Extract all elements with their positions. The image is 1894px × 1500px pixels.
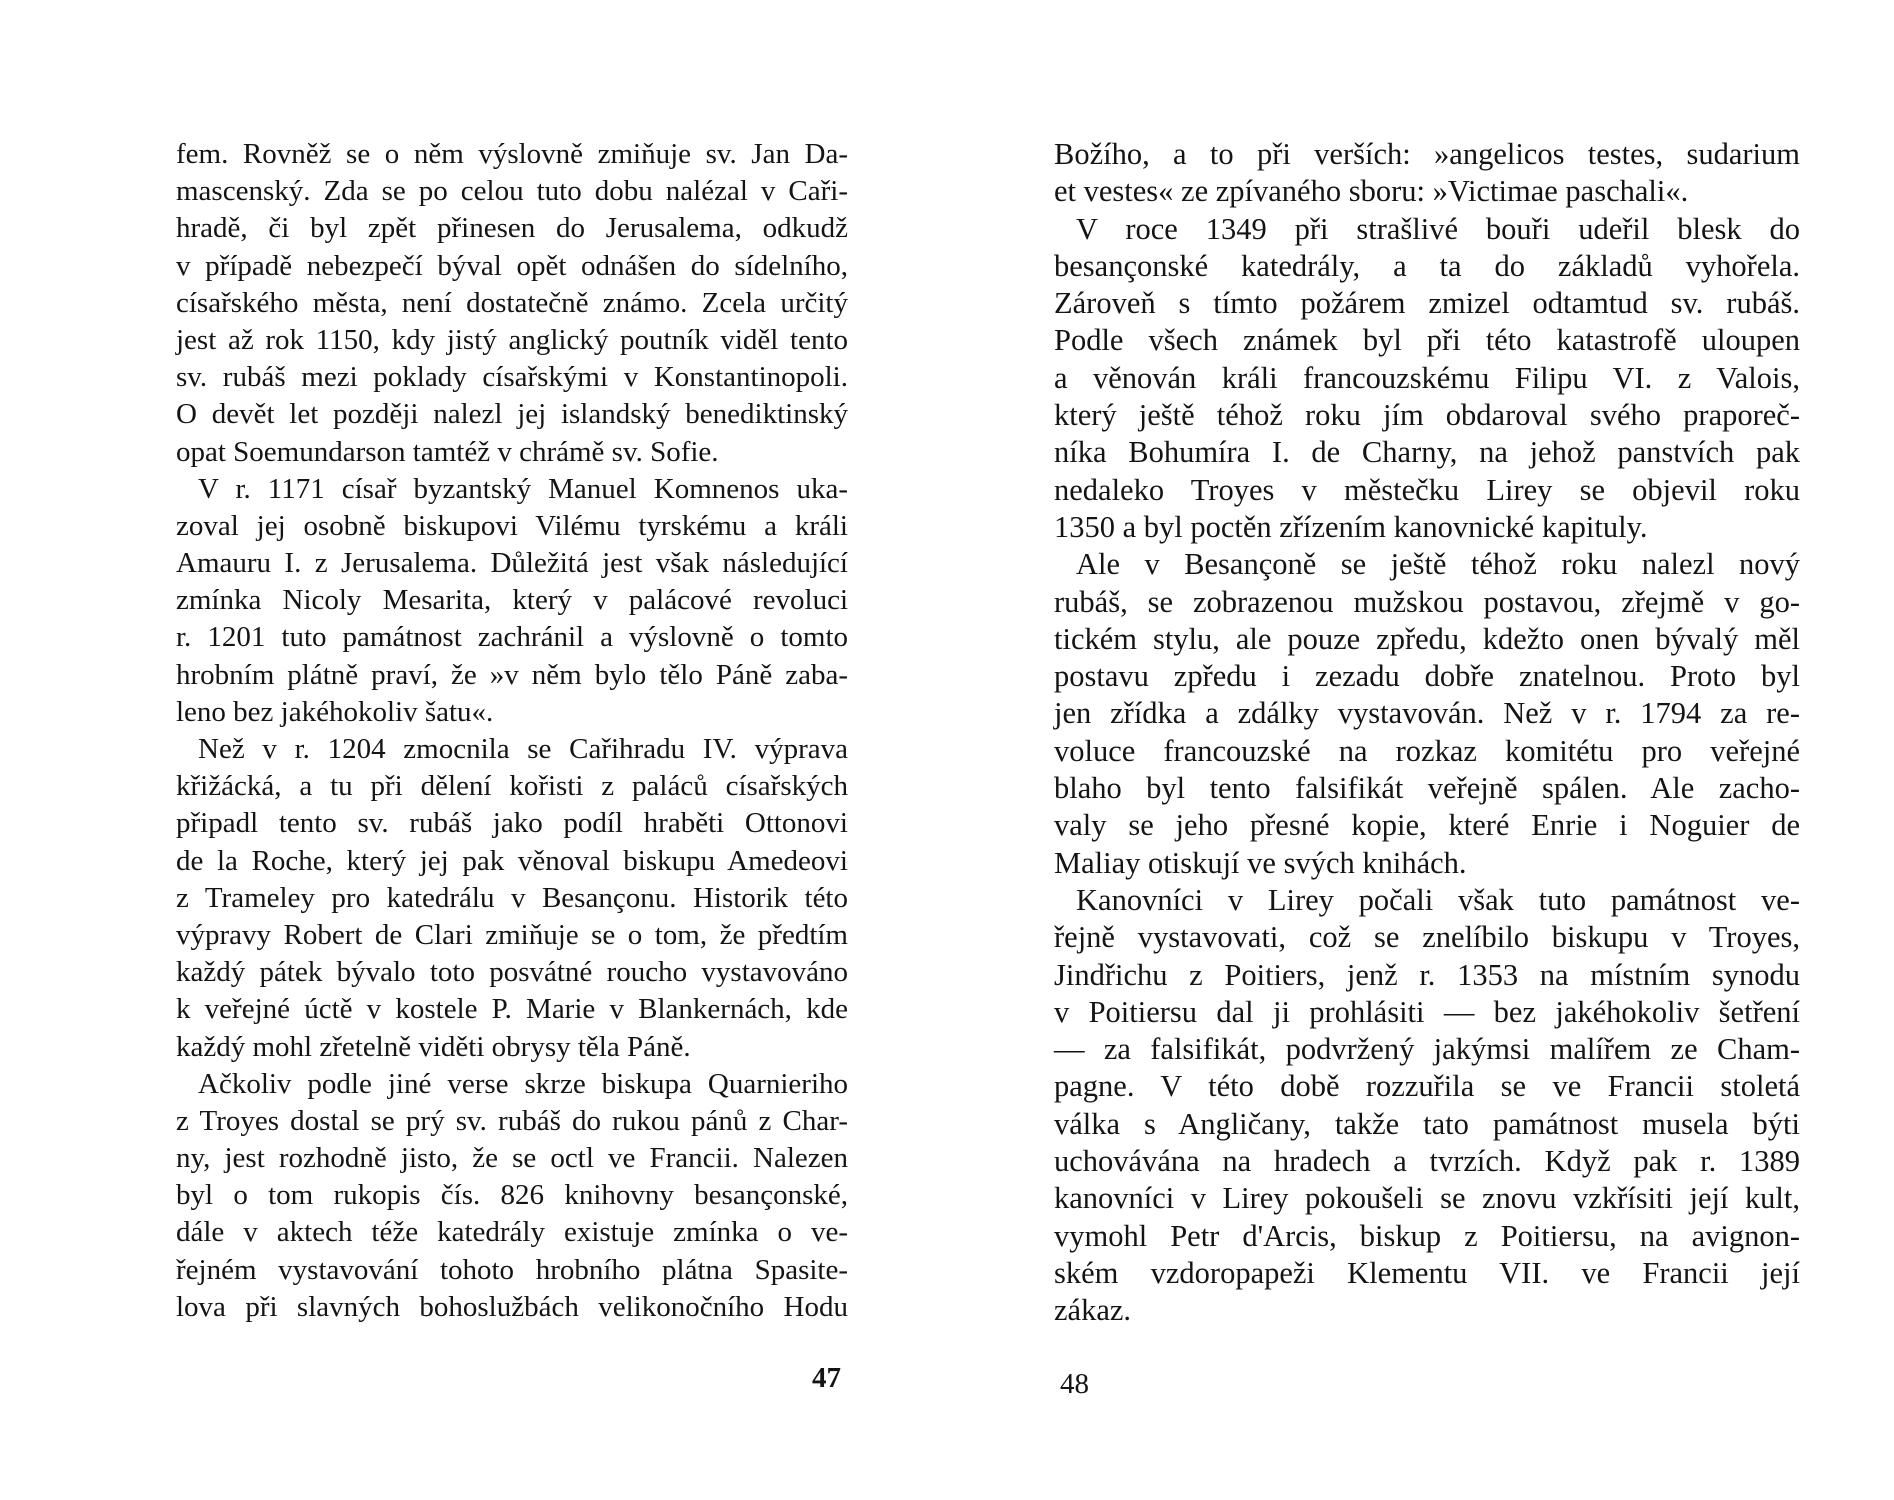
text-line: O devět let později nalezl jej islandský benediktinský <box>176 398 848 431</box>
text-line: opat Soemundarson tamtéž v chrámě sv. Sofie. <box>176 435 719 468</box>
text-line: — za falsifikát, podvržený jakýmsi malířem ze Cham- <box>1054 1032 1800 1067</box>
paragraph <box>176 136 848 471</box>
page-number-right: 48 <box>1060 1368 1089 1400</box>
paragraph <box>176 471 848 731</box>
text-line: a věnován králi francouzskému Filipu VI. z Valois, <box>1054 360 1800 395</box>
text-line: vymohl Petr d'Arcis, biskup z Poitiersu, na avignon- <box>1054 1218 1800 1253</box>
left-page-body <box>176 136 848 1326</box>
text-line: Než v r. 1204 zmocnila se Cařihradu IV. výprava <box>198 733 848 765</box>
text-line: Zároveň s tímto požárem zmizel odtamtud sv. rubáš. <box>1054 286 1800 321</box>
page-number-left: 47 <box>812 1362 841 1394</box>
text-line: v případě nebezpečí býval opět odnášen do sídelního, <box>176 249 848 282</box>
text-line: Podle všech známek byl při této katastrofě uloupen <box>1054 323 1800 358</box>
text-line: jest až rok 1150, kdy jistý anglický poutník viděl tento <box>176 323 848 356</box>
text-line: z Trameley pro katedrálu v Besançonu. Historik této <box>176 881 848 914</box>
text-line: uchovávána na hradech a tvrzích. Když pak r. 1389 <box>1054 1144 1800 1179</box>
text-line: V r. 1171 císař byzantský Manuel Komnenos uka- <box>198 472 848 505</box>
text-line: jen zřídka a zdálky vystavován. Než v r. 1794 za re- <box>1054 696 1800 731</box>
text-line: hrobním plátně praví, že »v něm bylo tělo Páně zaba- <box>176 658 848 691</box>
text-line: valy se jeho přesné kopie, které Enrie i Noguier de <box>1054 808 1800 843</box>
text-line: kanovníci v Lirey pokoušeli se znovu vzkřísiti její kult, <box>1054 1181 1800 1216</box>
paragraph <box>1054 136 1800 211</box>
text-line: leno bez jakéhokoliv šatu«. <box>176 695 494 728</box>
text-line: každý pátek bývalo toto posvátné roucho vystavováno <box>176 956 848 989</box>
text-line: hradě, či byl zpět přinesen do Jerusalema, odkudž <box>176 212 848 245</box>
text-line: křižácká, a tu při dělení kořisti z paláců císařských <box>176 770 848 803</box>
text-line: zoval jej osobně biskupovi Vilému tyrskému a králi <box>176 509 848 542</box>
text-line: nedaleko Troyes v městečku Lirey se objevil roku <box>1054 472 1800 507</box>
paragraph <box>176 1066 848 1326</box>
right-page-body <box>1054 136 1800 1330</box>
paragraph <box>176 731 848 1066</box>
text-line: byl o tom rukopis čís. 826 knihovny besançonské, <box>176 1179 848 1212</box>
paragraph <box>1054 211 1800 547</box>
text-line: z Troyes dostal se prý sv. rubáš do rukou pánů z Char- <box>176 1104 848 1137</box>
text-line: výpravy Robert de Clari zmiňuje se o tom, že předtím <box>176 918 848 951</box>
text-line: k veřejné úctě v kostele P. Marie v Blankernách, kde <box>176 993 848 1026</box>
text-line: v Poitiersu dal ji prohlásiti — bez jakéhokoliv šetření <box>1054 994 1800 1029</box>
text-line: r. 1201 tuto památnost zachránil a výslovně o tomto <box>176 621 848 654</box>
text-line: lova při slavných bohoslužbách velikonočního Hodu <box>176 1290 848 1323</box>
paragraph <box>1054 546 1800 882</box>
text-line: Jindřichu z Poitiers, jenž r. 1353 na místním synodu <box>1054 957 1800 992</box>
text-line: mascenský. Zda se po celou tuto dobu nalézal v Caři- <box>176 175 848 208</box>
text-line: řejně vystavovati, což se znelíbilo biskupu v Troyes, <box>1054 920 1800 955</box>
text-line: 1350 a byl poctěn zřízením kanovnické kapituly. <box>1054 509 1648 544</box>
text-line: Božího, a to při verších: »angelicos testes, sudarium <box>1054 137 1800 171</box>
text-line: rubáš, se zobrazenou mužskou postavou, zřejmě v go- <box>1054 584 1800 619</box>
text-line: který ještě téhož roku jím obdaroval svého praporeč- <box>1054 398 1800 433</box>
text-line: ském vzdoropapeži Klementu VII. ve Francii její <box>1054 1255 1800 1290</box>
text-line: postavu zpředu i zezadu dobře znatelnou. Proto byl <box>1054 659 1800 694</box>
text-line: V roce 1349 při strašlivé bouři udeřil blesk do <box>1076 211 1800 246</box>
text-line: blaho byl tento falsifikát veřejně spálen. Ale zacho- <box>1054 771 1800 806</box>
text-line: Maliay otiskují ve svých knihách. <box>1054 845 1467 880</box>
paragraph <box>1054 882 1800 1330</box>
text-line: připadl tento sv. rubáš jako podíl hraběti Ottonovi <box>176 807 848 840</box>
text-line: každý mohl zřetelně viděti obrysy těla Páně. <box>176 1030 691 1063</box>
text-line: sv. rubáš mezi poklady císařskými v Konstantinopoli. <box>176 361 848 394</box>
text-line: voluce francouzské na rozkaz komitétu pro veřejné <box>1054 733 1800 768</box>
text-line: Amauru I. z Jerusalema. Důležitá jest však následující <box>176 547 848 580</box>
text-line: Kanovníci v Lirey počali však tuto památnost ve- <box>1076 882 1800 917</box>
text-line: níka Bohumíra I. de Charny, na jehož panstvích pak <box>1054 435 1800 470</box>
text-line: řejném vystavování tohoto hrobního plátna Spasite- <box>176 1253 848 1286</box>
text-line: válka s Angličany, takže tato památnost musela býti <box>1054 1106 1800 1141</box>
text-line: dále v aktech téže katedrály existuje zmínka o ve- <box>176 1216 848 1249</box>
text-line: Ačkoliv podle jiné verse skrze biskupa Quarnieriho <box>198 1067 848 1100</box>
text-line: Ale v Besançoně se ještě téhož roku nalezl nový <box>1076 547 1800 582</box>
text-line: besançonské katedrály, a ta do základů vyhořela. <box>1054 248 1800 283</box>
text-line: ny, jest rozhodně jisto, že se octl ve Francii. Nalezen <box>176 1142 848 1175</box>
text-line: de la Roche, který jej pak věnoval biskupu Amedeovi <box>176 844 848 877</box>
text-line: fem. Rovněž se o něm výslovně zmiňuje sv. Jan Da- <box>176 138 848 170</box>
text-line: et vestes« ze zpívaného sboru: »Victimae paschali«. <box>1054 174 1689 209</box>
text-line: zákaz. <box>1054 1293 1132 1328</box>
text-line: tickém stylu, ale pouze zpředu, kdežto onen bývalý měl <box>1054 621 1800 656</box>
text-line: pagne. V této době rozzuřila se ve Francii stoletá <box>1054 1069 1800 1104</box>
text-line: císařského města, není dostatečně známo. Zcela určitý <box>176 286 848 319</box>
text-line: zmínka Nicoly Mesarita, který v palácové revoluci <box>176 584 848 617</box>
